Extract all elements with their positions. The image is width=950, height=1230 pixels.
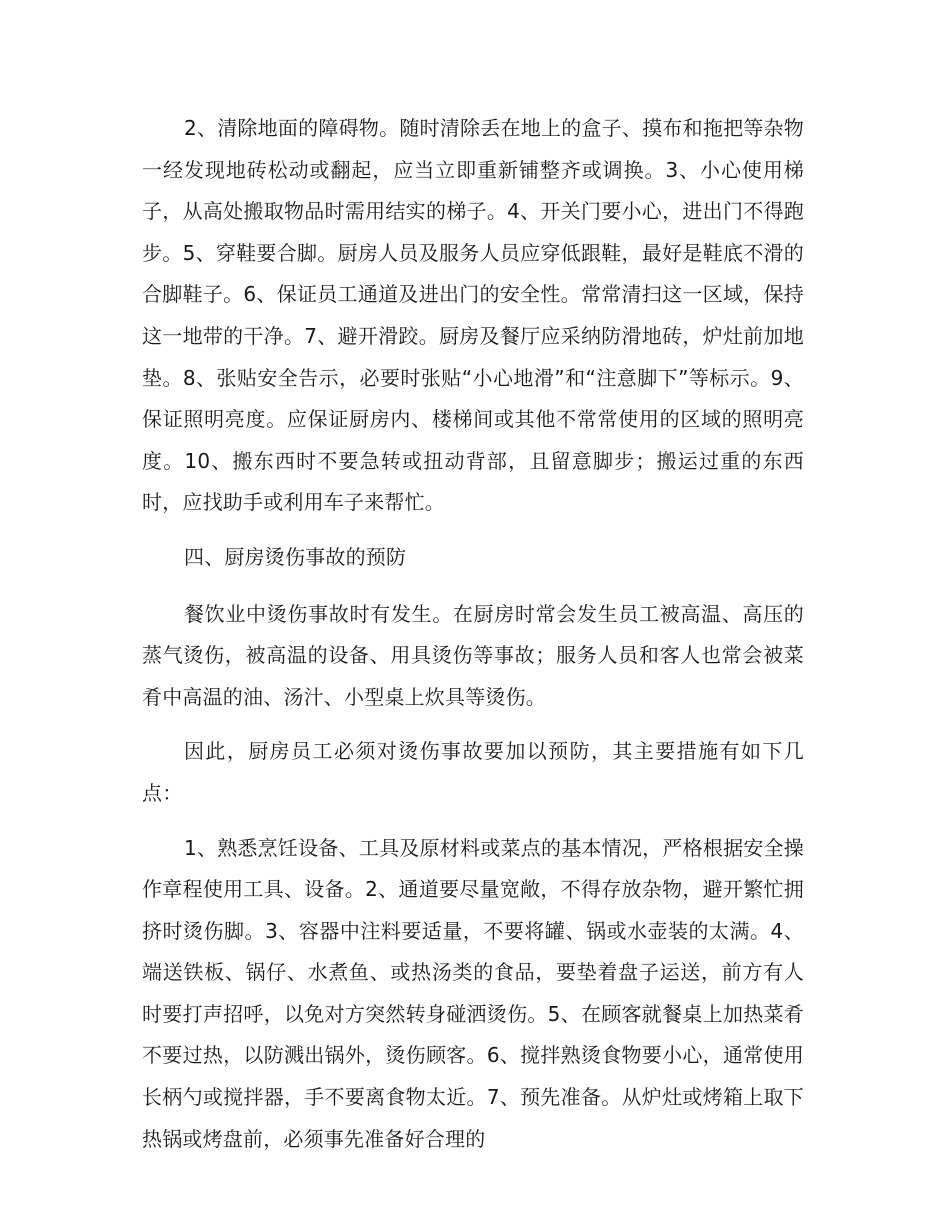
paragraph-burn-incidents: 餐饮业中烫伤事故时有发生。在厨房时常会发生员工被高温、高压的蒸气烫伤，被高温的设备、用具烫伤等事故；服务人员和客人也常会被菜肴中高温的油、汤汁、小型桌上炊具等烫伤。 — [142, 601, 804, 709]
paragraph-burn-measures-list: 1、熟悉烹饪设备、工具及原材料或菜点的基本情况，严格根据安全操作章程使用工具、设备。2、通道要尽量宽敞，不得存放杂物，避开繁忙拥挤时烫伤脚。3、容器中注料要适量，不要将罐、锅或水壶装的太满。4、端送铁板、锅仔、水煮鱼、或热汤类的食品，要垫着盘子运送，前方有人时要打声招呼，以免对方突然转身碰洒烫伤。5、在顾客就餐桌上加热菜肴不要过热，以防溅出锅外，烫伤顾客。6、搅拌熟烫食物要小心，通常使用长柄勺或搅拌器，手不要离食物太近。7、预先准备。从炉灶或烤箱上取下热锅或烤盘前，必须事先准备好合理的 — [142, 835, 804, 1151]
paragraph-burn-measures-intro: 因此，厨房员工必须对烫伤事故要加以预防，其主要措施有如下几点： — [142, 739, 804, 805]
document-body — [142, 108, 804, 1173]
paragraph-slip-prevention: 2、清除地面的障碍物。随时清除丢在地上的盒子、摸布和拖把等杂物一经发现地砖松动或翻起，应当立即重新铺整齐或调换。3、小心使用梯子，从高处搬取物品时需用结实的梯子。4、开关门要小心，进出门不得跑步。5、穿鞋要合脚。厨房人员及服务人员应穿低跟鞋，最好是鞋底不滑的合脚鞋子。6、保证员工通道及进出门的安全性。常常清扫这一区域，保持这一地带的干净。7、避开滑跤。厨房及餐厅应采纳防滑地砖，炉灶前加地垫。8、张贴安全告示，必要时张贴“小心地滑”和“注意脚下”等标示。9、保证照明亮度。应保证厨房内、楼梯间或其他不常常使用的区域的照明亮度。10、搬东西时不要急转或扭动背部，且留意脚步；搬运过重的东西时，应找助手或利用车子来帮忙。 — [142, 116, 804, 515]
section-heading-burn-prevention: 四、厨房烫伤事故的预防 — [184, 544, 407, 569]
